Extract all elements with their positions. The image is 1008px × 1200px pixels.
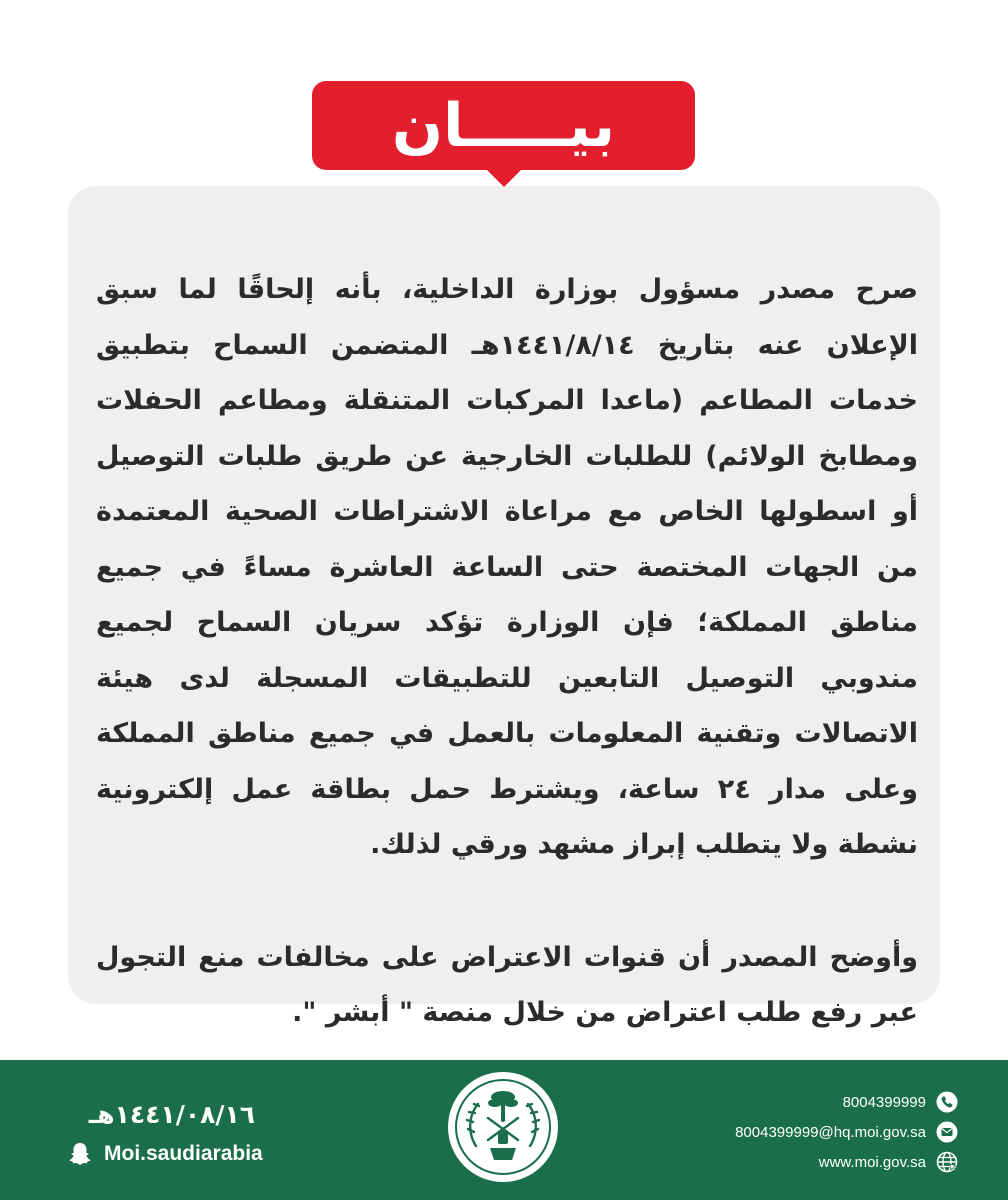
contact-website-text: www.moi.gov.sa	[818, 1153, 926, 1171]
phone-icon	[936, 1091, 958, 1113]
social-handle: Moi.saudiarabia	[104, 1142, 263, 1165]
title-badge	[312, 81, 695, 170]
contact-email[interactable]	[640, 1118, 958, 1146]
statement-body	[96, 262, 918, 1041]
ministry-emblem-icon	[446, 1070, 560, 1184]
page-title: بيـــــان	[391, 90, 616, 161]
contact-email-text: 8004399999@hq.moi.gov.sa	[735, 1123, 926, 1141]
email-icon	[936, 1121, 958, 1143]
footer	[0, 1060, 1008, 1200]
contact-website[interactable]	[640, 1148, 958, 1176]
footer-date: ١٤٤١/٠٨/١٦هـ	[88, 1100, 255, 1129]
footer-social[interactable]	[66, 1140, 263, 1168]
statement-paragraph-1: صرح مصدر مسؤول بوزارة الداخلية، بأنه إلحاقًا لما سبق الإعلان عنه بتاريخ ١٤٤١/٨/١٤هـ المتضمن السماح بتطبيق خدمات المطاعم (ماعدا المركبات المتنقلة ومطاعم الحفلات ومطابخ الولائم) للطلبات الخارجية عن طريق طلبات التوصيل أو اسطولها الخاص مع مراعاة الاشتراطات الصحية المعتمدة من الجهات المختصة حتى الساعة العاشرة مساءً في جميع مناطق المملكة؛ فإن الوزارة تؤكد سريان السماح لجميع مندوبي التوصيل التابعين للتطبيقات المسجلة لدى هيئة الاتصالات وتقنية المعلومات بالعمل في جميع مناطق المملكة وعلى مدار ٢٤ ساعة، ويشترط حمل بطاقة عمل إلكترونية نشطة ولا يتطلب إبراز مشهد ورقي لذلك.	[96, 274, 918, 860]
snapchat-icon	[66, 1140, 94, 1168]
statement-paragraph-2: وأوضح المصدر أن قنوات الاعتراض على مخالفات منع التجول عبر رفع طلب اعتراض من خلال منصة " أبشر ".	[96, 941, 918, 1028]
globe-icon	[936, 1151, 958, 1173]
contact-phone-text: 8004399999	[842, 1093, 926, 1111]
contact-list	[640, 1088, 958, 1178]
contact-phone[interactable]	[640, 1088, 958, 1116]
